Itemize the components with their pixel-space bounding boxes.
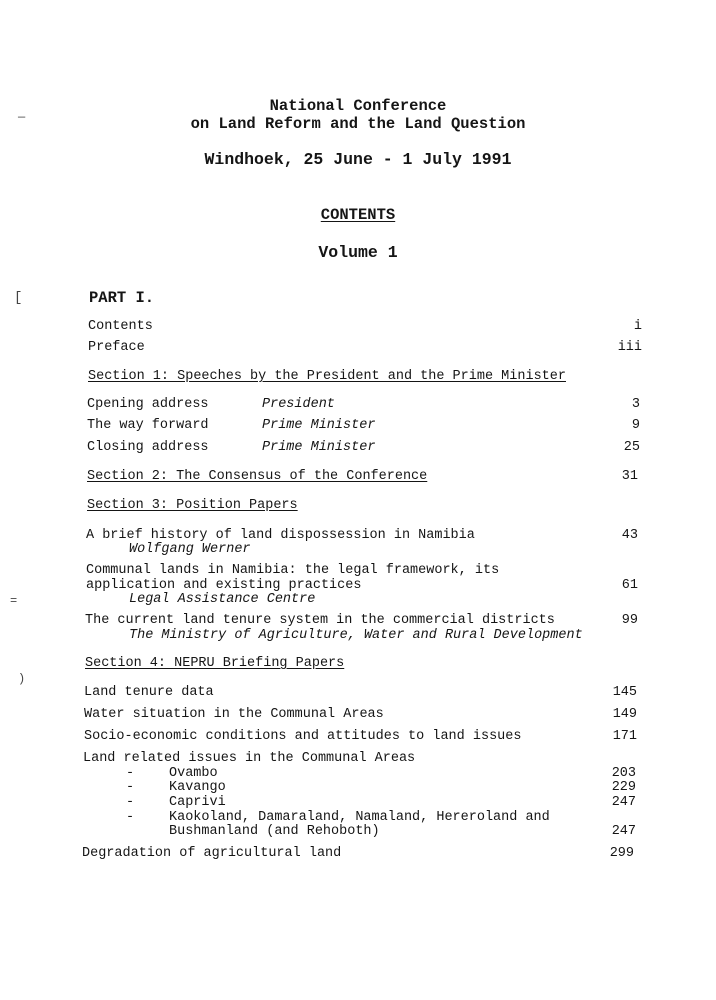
toc-entry-page: 31 <box>621 469 638 484</box>
toc-entry-title: Land tenure data <box>84 685 214 700</box>
toc-entry-title: The way forward <box>87 418 209 433</box>
toc-subentry-title: Kaokoland, Damaraland, Namaland, Hereroland and <box>169 810 550 825</box>
toc-entry-author: Wolfgang Werner <box>129 542 251 557</box>
toc-entry-page: 149 <box>612 707 637 722</box>
toc-entry-author: The Ministry of Agriculture, Water and Rural Development <box>129 628 583 643</box>
toc-entry-page: 299 <box>609 846 634 861</box>
scan-mark: [ <box>14 290 23 306</box>
toc-entry-page: iii <box>617 340 642 355</box>
toc-entry-title: Closing address <box>87 440 209 455</box>
scan-mark: ) <box>18 672 26 686</box>
list-dash: - <box>126 780 135 795</box>
toc-entry-page: 99 <box>621 613 638 628</box>
place-date: Windhoek, 25 June - 1 July 1991 <box>204 150 512 169</box>
scan-mark: — <box>18 110 26 124</box>
toc-entry-author: Legal Assistance Centre <box>129 592 316 607</box>
toc-entry-author: Prime Minister <box>262 440 376 455</box>
toc-entry-page: 145 <box>612 685 637 700</box>
toc-entry-title-cont: application and existing practices <box>86 578 362 593</box>
toc-subentry-title: Kavango <box>169 780 226 795</box>
volume-label: Volume 1 <box>318 243 398 262</box>
toc-entry-page: i <box>633 319 642 334</box>
section-heading: Section 2: The Consensus of the Conference <box>87 469 428 484</box>
toc-entry-title: Land related issues in the Communal Areas <box>83 751 416 766</box>
section-heading: Section 3: Position Papers <box>87 498 298 513</box>
toc-entry-page: 229 <box>611 780 636 795</box>
toc-entry-page: 43 <box>621 528 638 543</box>
contents-title: CONTENTS <box>320 206 396 224</box>
toc-subentry-title: Caprivi <box>169 795 226 810</box>
conference-title-line2: on Land Reform and the Land Question <box>190 115 526 133</box>
toc-entry-title: Preface <box>88 340 145 355</box>
toc-entry-page: 247 <box>611 824 636 839</box>
list-dash: - <box>126 795 135 810</box>
section-heading: Section 1: Speeches by the President and the Prime Minister <box>88 369 566 384</box>
list-dash: - <box>126 766 135 781</box>
toc-entry-page: 247 <box>611 795 636 810</box>
toc-entry-page: 171 <box>612 729 637 744</box>
toc-entry-page: 9 <box>631 418 640 433</box>
toc-entry-title: Degradation of agricultural land <box>82 846 342 861</box>
toc-subentry-title-cont: Bushmanland (and Rehoboth) <box>169 824 380 839</box>
toc-entry-author: President <box>262 397 335 412</box>
toc-entry-page: 203 <box>611 766 636 781</box>
toc-entry-author: Prime Minister <box>262 418 376 433</box>
list-dash: - <box>126 810 135 825</box>
toc-entry-title: A brief history of land dispossession in Namibia <box>86 528 475 543</box>
toc-entry-title: Socio-economic conditions and attitudes to land issues <box>84 729 522 744</box>
part-label: PART I. <box>89 289 155 307</box>
toc-entry-page: 25 <box>623 440 640 455</box>
section-heading: Section 4: NEPRU Briefing Papers <box>85 656 345 671</box>
toc-entry-title: The current land tenure system in the commercial districts <box>85 613 555 628</box>
toc-entry-title: Communal lands in Namibia: the legal framework, its <box>86 563 500 578</box>
toc-subentry-title: Ovambo <box>169 766 218 781</box>
toc-entry-title: Water situation in the Communal Areas <box>84 707 384 722</box>
toc-entry-page: 61 <box>621 578 638 593</box>
scan-mark: = <box>10 594 18 608</box>
conference-title-line1: National Conference <box>269 97 447 115</box>
toc-entry-page: 3 <box>631 397 640 412</box>
toc-entry-title: Cpening address <box>87 397 209 412</box>
toc-entry-title: Contents <box>88 319 153 334</box>
